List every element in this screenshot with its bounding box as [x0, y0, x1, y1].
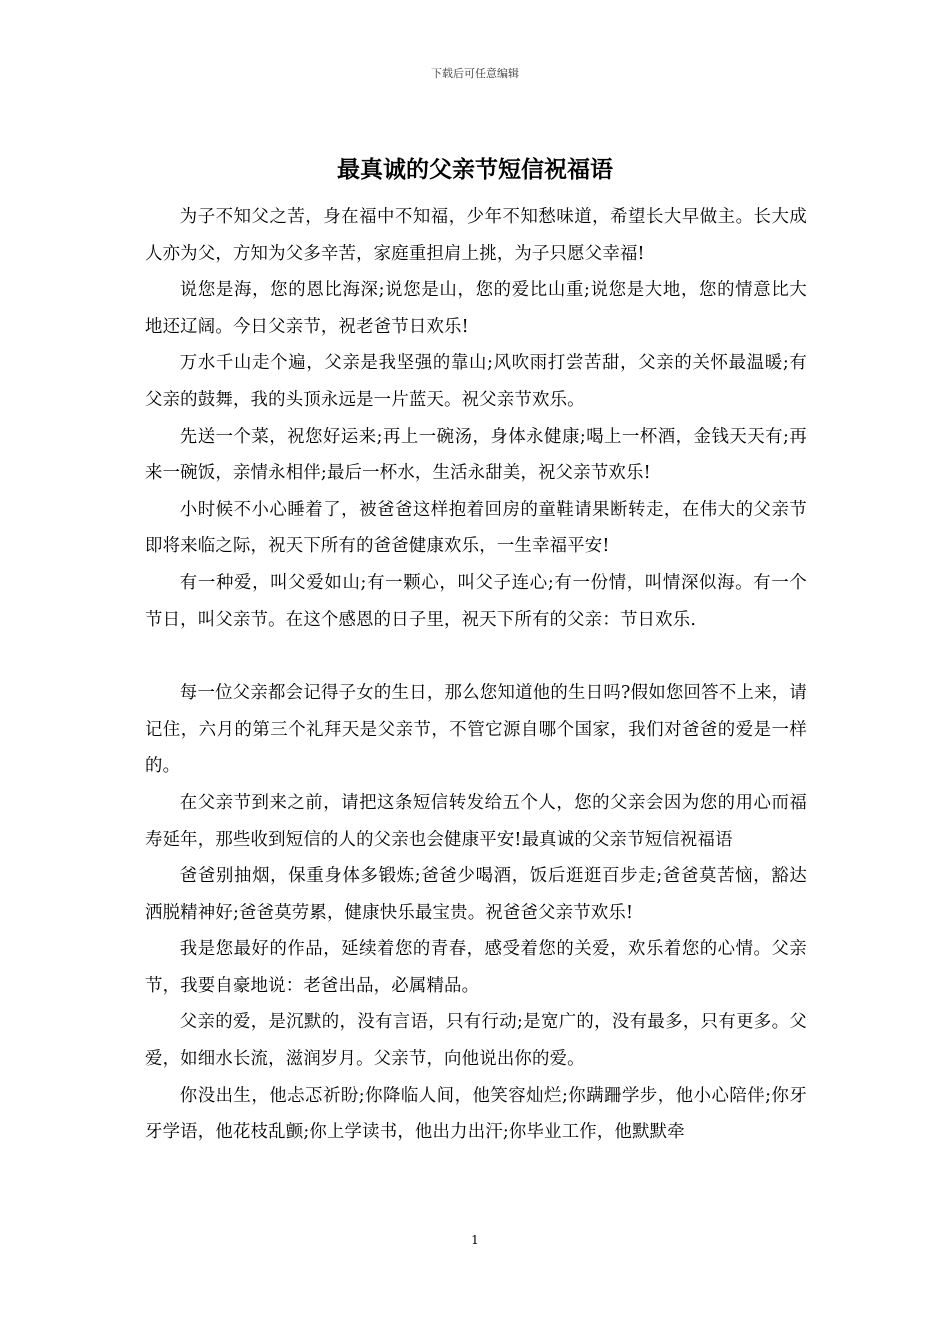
paragraph: 有一种爱，叫父爱如山;有一颗心，叫父子连心;有一份情，叫情深似海。有一个节日，叫父亲节。在这个感恩的日子里，祝天下所有的父亲：节日欢乐.: [145, 572, 807, 630]
paragraph: 父亲的爱，是沉默的，没有言语，只有行动;是宽广的，没有最多，只有更多。父爱，如细水长流，滋润岁月。父亲节，向他说出你的爱。: [145, 1012, 807, 1070]
paragraph: 小时候不小心睡着了，被爸爸这样抱着回房的童鞋请果断转走，在伟大的父亲节即将来临之际，祝天下所有的爸爸健康欢乐，一生幸福平安!: [145, 499, 807, 557]
paragraph: 先送一个菜，祝您好运来;再上一碗汤，身体永健康;喝上一杯酒，金钱天天有;再来一碗饭，亲情永相伴;最后一杯水，生活永甜美，祝父亲节欢乐!: [145, 426, 807, 484]
paragraph: 每一位父亲都会记得子女的生日，那么您知道他的生日吗?假如您回答不上来，请记住，六月的第三个礼拜天是父亲节，不管它源自哪个国家，我们对爸爸的爱是一样的。: [145, 683, 807, 777]
paragraph: 万水千山走个遍，父亲是我坚强的靠山;风吹雨打尝苦甜，父亲的关怀最温暖;有父亲的鼓舞，我的头顶永远是一片蓝天。祝父亲节欢乐。: [145, 353, 807, 410]
paragraph: 在父亲节到来之前，请把这条短信转发给五个人，您的父亲会因为您的用心而福寿延年，那些收到短信的人的父亲也会健康平安!最真诚的父亲节短信祝福语: [145, 792, 807, 850]
download-note: 下载后可任意编辑: [431, 67, 519, 80]
paragraph-spacer: [145, 638, 807, 675]
paragraph: 我是您最好的作品，延续着您的青春，感受着您的关爱，欢乐着您的心情。父亲节，我要自豪地说：老爸出品，必属精品。: [145, 939, 807, 996]
document-body: [145, 199, 807, 1151]
paragraph: 说您是海，您的恩比海深;说您是山，您的爱比山重;说您是大地，您的情意比大地还辽阔。今日父亲节，祝老爸节日欢乐!: [145, 280, 807, 337]
document-title: 最真诚的父亲节短信祝福语: [337, 156, 613, 183]
page-number: 1: [471, 1233, 479, 1247]
paragraph: 爸爸别抽烟，保重身体多锻炼;爸爸少喝酒，饭后逛逛百步走;爸爸莫苦恼，豁达洒脱精神好;爸爸莫劳累，健康快乐最宝贵。祝爸爸父亲节欢乐!: [145, 866, 807, 923]
paragraph: 为子不知父之苦，身在福中不知福，少年不知愁味道，希望长大早做主。长大成人亦为父，方知为父多辛苦，家庭重担肩上挑，为子只愿父幸福!: [145, 207, 807, 264]
paragraph: 你没出生，他忐忑祈盼;你降临人间，他笑容灿烂;你蹒跚学步，他小心陪伴;你牙牙学语，他花枝乱颤;你上学读书，他出力出汗;你毕业工作，他默默牵: [145, 1085, 807, 1143]
